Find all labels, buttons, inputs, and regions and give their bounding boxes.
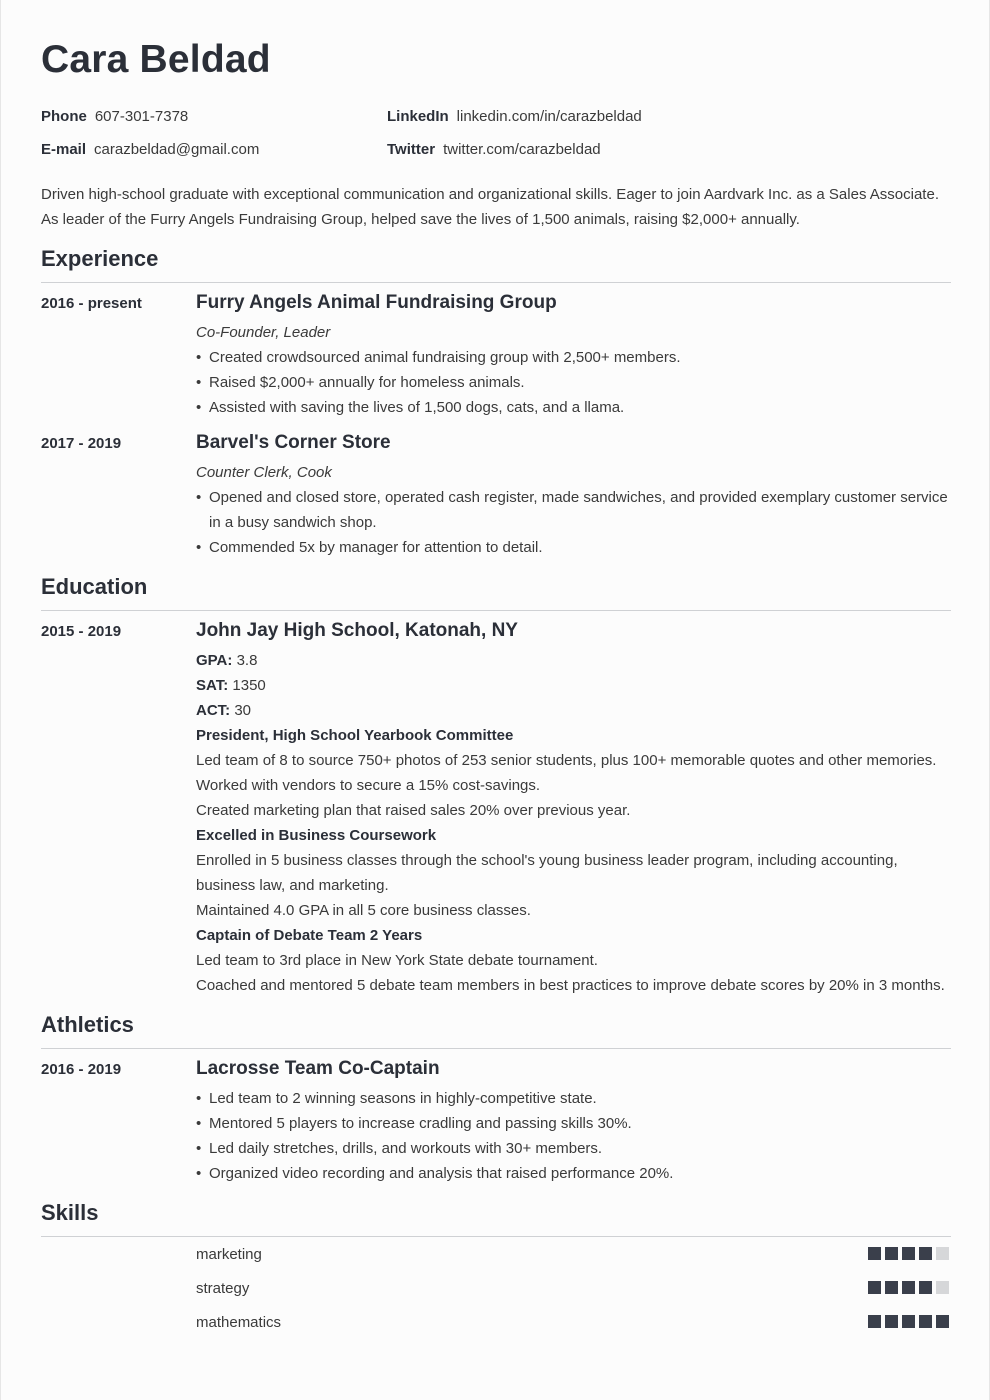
- experience-2-dates: 2017 - 2019: [41, 435, 122, 452]
- skill-level-empty: [936, 1247, 949, 1260]
- athletics-title: Lacrosse Team Co-Captain: [196, 1058, 440, 1079]
- bullet-text: Commended 5x by manager for attention to detail.: [209, 539, 543, 556]
- bullet-dot: •: [196, 1165, 202, 1182]
- education-group-1-line: Led team of 8 to source 750+ photos of 253 senior students, plus 100+ memorable quotes and other memories.: [196, 752, 937, 769]
- skill-level-filled: [936, 1315, 949, 1328]
- skill-name: marketing: [196, 1246, 262, 1263]
- experience-1-org: Furry Angels Animal Fundraising Group: [196, 292, 557, 313]
- experience-2-bullets: [196, 485, 951, 560]
- gpa-value: 3.8: [236, 652, 258, 669]
- list-item: [196, 1111, 951, 1136]
- bullet-dot: •: [196, 539, 202, 556]
- twitter-label: Twitter: [387, 141, 436, 158]
- section-experience-heading: Experience: [41, 246, 951, 283]
- contact-email: [41, 141, 259, 159]
- bullet-text: Mentored 5 players to increase cradling and passing skills 30%.: [209, 1115, 632, 1132]
- bullet-dot: •: [196, 1090, 202, 1107]
- education-group-3-line: Led team to 3rd place in New York State debate tournament.: [196, 952, 598, 969]
- sat-value: 1350: [232, 677, 266, 694]
- bullet-text: Raised $2,000+ annually for homeless animals.: [209, 374, 525, 391]
- skill-name: mathematics: [196, 1314, 282, 1331]
- candidate-name: Cara Beldad: [41, 38, 271, 81]
- education-entry: [196, 619, 951, 998]
- phone-value: 607-301-7378: [94, 108, 189, 125]
- skill-level-empty: [936, 1281, 949, 1294]
- sat-line: [196, 673, 951, 698]
- skill-row: [196, 1313, 951, 1337]
- linkedin-label: LinkedIn: [387, 108, 449, 125]
- act-value: 30: [234, 702, 252, 719]
- section-athletics-heading: Athletics: [41, 1012, 951, 1049]
- summary-paragraph: Driven high-school graduate with exceptional communication and organizational skills. Eager to join Aardvark Inc. as a Sales Associate. As leader of the Furry Angels Fundraising Group, helped save the lives of 1,500 animals, raising $2,000+ annually.: [41, 186, 939, 228]
- twitter-value: twitter.com/carazbeldad: [443, 141, 601, 158]
- section-education-heading: Education: [41, 574, 951, 611]
- list-item: [196, 485, 951, 535]
- skill-level-filled: [919, 1281, 932, 1294]
- email-value: carazbeldad@gmail.com: [94, 141, 260, 158]
- experience-2-org: Barvel's Corner Store: [196, 432, 391, 453]
- bullet-text: Led daily stretches, drills, and workouts with 30+ members.: [209, 1140, 603, 1157]
- contact-phone: [41, 108, 188, 126]
- skill-level-filled: [868, 1247, 881, 1260]
- bullet-text: Organized video recording and analysis that raised performance 20%.: [209, 1165, 674, 1182]
- contact-linkedin: [387, 108, 642, 126]
- skill-level-filled: [885, 1315, 898, 1328]
- bullet-dot: •: [196, 349, 202, 366]
- skill-level-filled: [868, 1315, 881, 1328]
- bullet-dot: •: [196, 374, 202, 391]
- experience-1-role: Co-Founder, Leader: [196, 324, 331, 341]
- sat-label: SAT:: [196, 677, 229, 694]
- skill-row: [196, 1279, 951, 1303]
- list-item: [196, 345, 951, 370]
- education-group-1-heading: President, High School Yearbook Committee: [196, 727, 514, 744]
- bullet-text: Opened and closed store, operated cash register, made sandwiches, and provided exemplary customer service in a busy sandwich shop.: [209, 489, 948, 531]
- education-school: John Jay High School, Katonah, NY: [196, 620, 518, 641]
- athletics-bullets: [196, 1086, 951, 1186]
- list-item: [196, 535, 951, 560]
- bullet-dot: •: [196, 1140, 202, 1157]
- contact-twitter: [387, 141, 601, 159]
- education-group-3-heading: Captain of Debate Team 2 Years: [196, 927, 423, 944]
- skill-level-filled: [868, 1281, 881, 1294]
- skill-level-filled: [902, 1315, 915, 1328]
- skill-level-filled: [919, 1315, 932, 1328]
- skill-level-filled: [902, 1247, 915, 1260]
- skill-level-meter: [868, 1315, 950, 1328]
- bullet-dot: •: [196, 1115, 202, 1132]
- email-label: E-mail: [41, 141, 87, 158]
- list-item: [196, 1161, 951, 1186]
- act-label: ACT:: [196, 702, 231, 719]
- education-group-3-line: Coached and mentored 5 debate team members in best practices to improve debate scores by 20% in 3 months.: [196, 977, 945, 994]
- experience-1-bullets: [196, 345, 951, 420]
- bullet-text: Led team to 2 winning seasons in highly-competitive state.: [209, 1090, 597, 1107]
- skill-name: strategy: [196, 1280, 250, 1297]
- education-group-1-line: Worked with vendors to secure a 15% cost-savings.: [196, 777, 541, 794]
- list-item: [196, 395, 951, 420]
- education-group-2-line: Maintained 4.0 GPA in all 5 core business classes.: [196, 902, 531, 919]
- gpa-label: GPA:: [196, 652, 233, 669]
- skill-level-meter: [868, 1281, 950, 1294]
- list-item: [196, 1136, 951, 1161]
- education-group-1-line: Created marketing plan that raised sales 20% over previous year.: [196, 802, 631, 819]
- linkedin-value: linkedin.com/in/carazbeldad: [456, 108, 642, 125]
- bullet-text: Assisted with saving the lives of 1,500 dogs, cats, and a llama.: [209, 399, 625, 416]
- bullet-dot: •: [196, 399, 202, 416]
- gpa-line: [196, 648, 951, 673]
- phone-label: Phone: [41, 108, 87, 125]
- skill-level-filled: [919, 1247, 932, 1260]
- skill-level-filled: [902, 1281, 915, 1294]
- skill-level-filled: [885, 1281, 898, 1294]
- athletics-dates: 2016 - 2019: [41, 1061, 122, 1078]
- education-group-2-heading: Excelled in Business Coursework: [196, 827, 437, 844]
- section-skills-heading: Skills: [41, 1200, 951, 1237]
- act-line: [196, 698, 951, 723]
- skill-level-filled: [885, 1247, 898, 1260]
- experience-1: [196, 291, 951, 420]
- experience-1-dates: 2016 - present: [41, 295, 142, 312]
- education-dates: 2015 - 2019: [41, 623, 122, 640]
- experience-2-role: Counter Clerk, Cook: [196, 464, 332, 481]
- list-item: [196, 1086, 951, 1111]
- athletics-entry: [196, 1057, 951, 1186]
- skill-level-meter: [868, 1247, 950, 1260]
- bullet-dot: •: [196, 489, 202, 506]
- education-group-2-line: Enrolled in 5 business classes through the school's young business leader program, including accounting, business law, and marketing.: [196, 852, 898, 894]
- skill-row: [196, 1245, 951, 1269]
- experience-2: [196, 431, 951, 560]
- list-item: [196, 370, 951, 395]
- bullet-text: Created crowdsourced animal fundraising group with 2,500+ members.: [209, 349, 681, 366]
